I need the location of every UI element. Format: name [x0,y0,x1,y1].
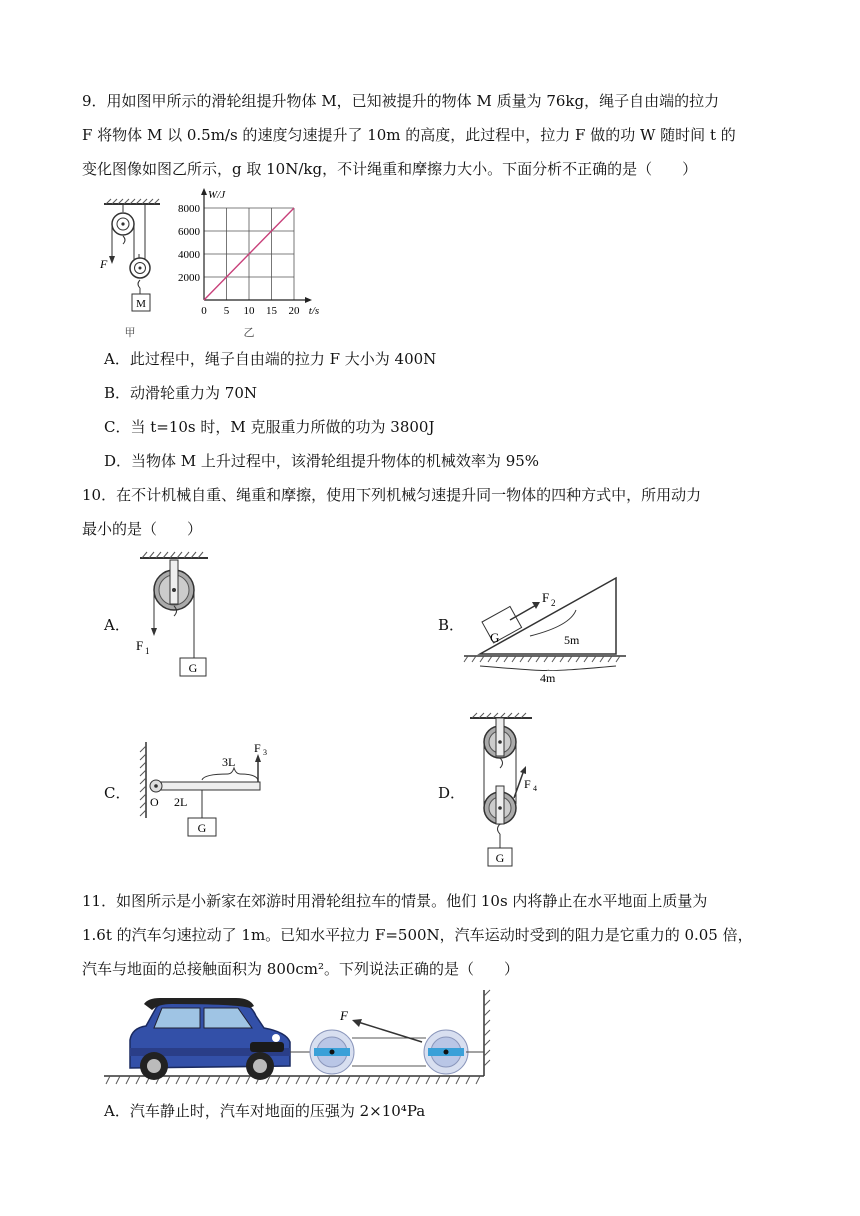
force-f3-subscript: 3 [263,748,267,757]
movable-pulley-icon [310,1030,354,1074]
q11-stem [82,884,762,986]
q10-line-1: 10．在不计机械自重、绳重和摩擦，使用下列机械匀速提升同一物体的四种方式中，所用动力 [82,486,702,504]
q10-stem [82,478,762,546]
fixed-pulley-figure [130,550,220,680]
figure-caption-jia: 甲 [124,327,136,339]
pulley-figure-jia [96,196,168,344]
force-f4-label: F [524,777,531,791]
q11-line-3: 汽车与地面的总接触面积为 800cm²。下列说法正确的是（ ） [82,960,520,978]
work-time-chart [168,182,328,342]
y-tick-label: 8000 [178,203,200,215]
x-tick-label: 20 [288,305,300,317]
force-f-label-q11: F [340,1008,348,1023]
q9-line-2: F 将物体 M 以 0.5m/s 的速度匀速提升了 10m 的高度，此过程中，拉力 F 做的功 W 随时间 t 的 [82,126,736,144]
x-tick-label: 10 [243,305,255,317]
q9-option-d[interactable]: D．当物体 M 上升过程中，该滑轮组提升物体的机械效率为 95% [104,452,540,470]
mass-m-label: M [136,298,146,310]
y-tick-label: 2000 [178,272,200,284]
q9-option-c[interactable]: C．当 t=10s 时，M 克服重力所做的功为 3800J [104,418,435,436]
y-axis-arrow [201,188,207,195]
q9-option-b[interactable]: B．动滑轮重力为 70N [104,384,258,402]
lever-figure [126,738,276,842]
force-f-label: F [100,257,108,271]
long-arm-label: 3L [222,755,236,769]
q10-option-d-label[interactable]: D． [438,784,466,802]
force-f2-subscript: 2 [551,598,556,608]
force-f3-label: F [254,741,261,755]
load-g-label-c: G [197,821,207,835]
base-length-label: 4m [540,671,556,685]
force-f1-label: F [136,638,144,653]
x-axis-label: t/s [308,305,320,317]
fixed-pulley-icon [424,1030,468,1074]
incline-figure [460,572,630,688]
x-tick-label: 0 [201,305,207,317]
q10-line-2: 最小的是（ ） [82,520,203,538]
pivot-o-label: O [150,795,159,809]
q11-line-1: 11．如图所示是小新家在郊游时用滑轮组拉车的情景。他们 10s 内将静止在水平地面上质量为 [82,892,708,910]
q10-option-b-label[interactable]: B． [438,616,465,634]
q11-line-2: 1.6t 的汽车匀速拉动了 1m。已知水平拉力 F=500N，汽车运动时受到的阻力是它重力的 0.05 倍， [82,926,753,944]
figure-caption-yi: 乙 [243,327,255,339]
force-f1-subscript: 1 [145,646,150,656]
y-tick-label: 6000 [178,226,200,238]
load-g-label-a: G [188,661,198,675]
short-arm-label: 2L [174,795,188,809]
q9-line-1: 9．用如图甲所示的滑轮组提升物体 M，已知被提升的物体 M 质量为 76kg，绳子自由端的拉力 [82,92,720,110]
x-tick-label: 5 [223,305,230,317]
load-g-label-b: G [490,630,500,645]
q11-option-a[interactable]: A．汽车静止时，汽车对地面的压强为 2×10⁴Pa [104,1102,426,1120]
force-f2-label: F [542,590,550,605]
q9-line-3: 变化图像如图乙所示，g 取 10N/kg，不计绳重和摩擦力大小。下面分析不正确的是（ ） [82,160,698,178]
q10-option-c-label[interactable]: C． [104,784,131,802]
pulley-block-figure [462,712,552,872]
x-axis-arrow [305,297,312,303]
x-tick-label: 15 [266,305,277,317]
y-tick-label: 4000 [178,249,200,261]
y-axis-label: W/J [208,189,226,201]
slope-length-label: 5m [564,633,580,647]
q9-option-a[interactable]: A．此过程中，绳子自由端的拉力 F 大小为 400N [104,350,437,368]
q9-stem [82,84,762,186]
car-icon [130,998,290,1080]
car-pulley-figure [100,986,500,1092]
load-g-label-d: G [495,851,505,865]
force-f4-subscript: 4 [533,784,537,793]
q10-option-a-label[interactable]: A． [104,616,130,634]
